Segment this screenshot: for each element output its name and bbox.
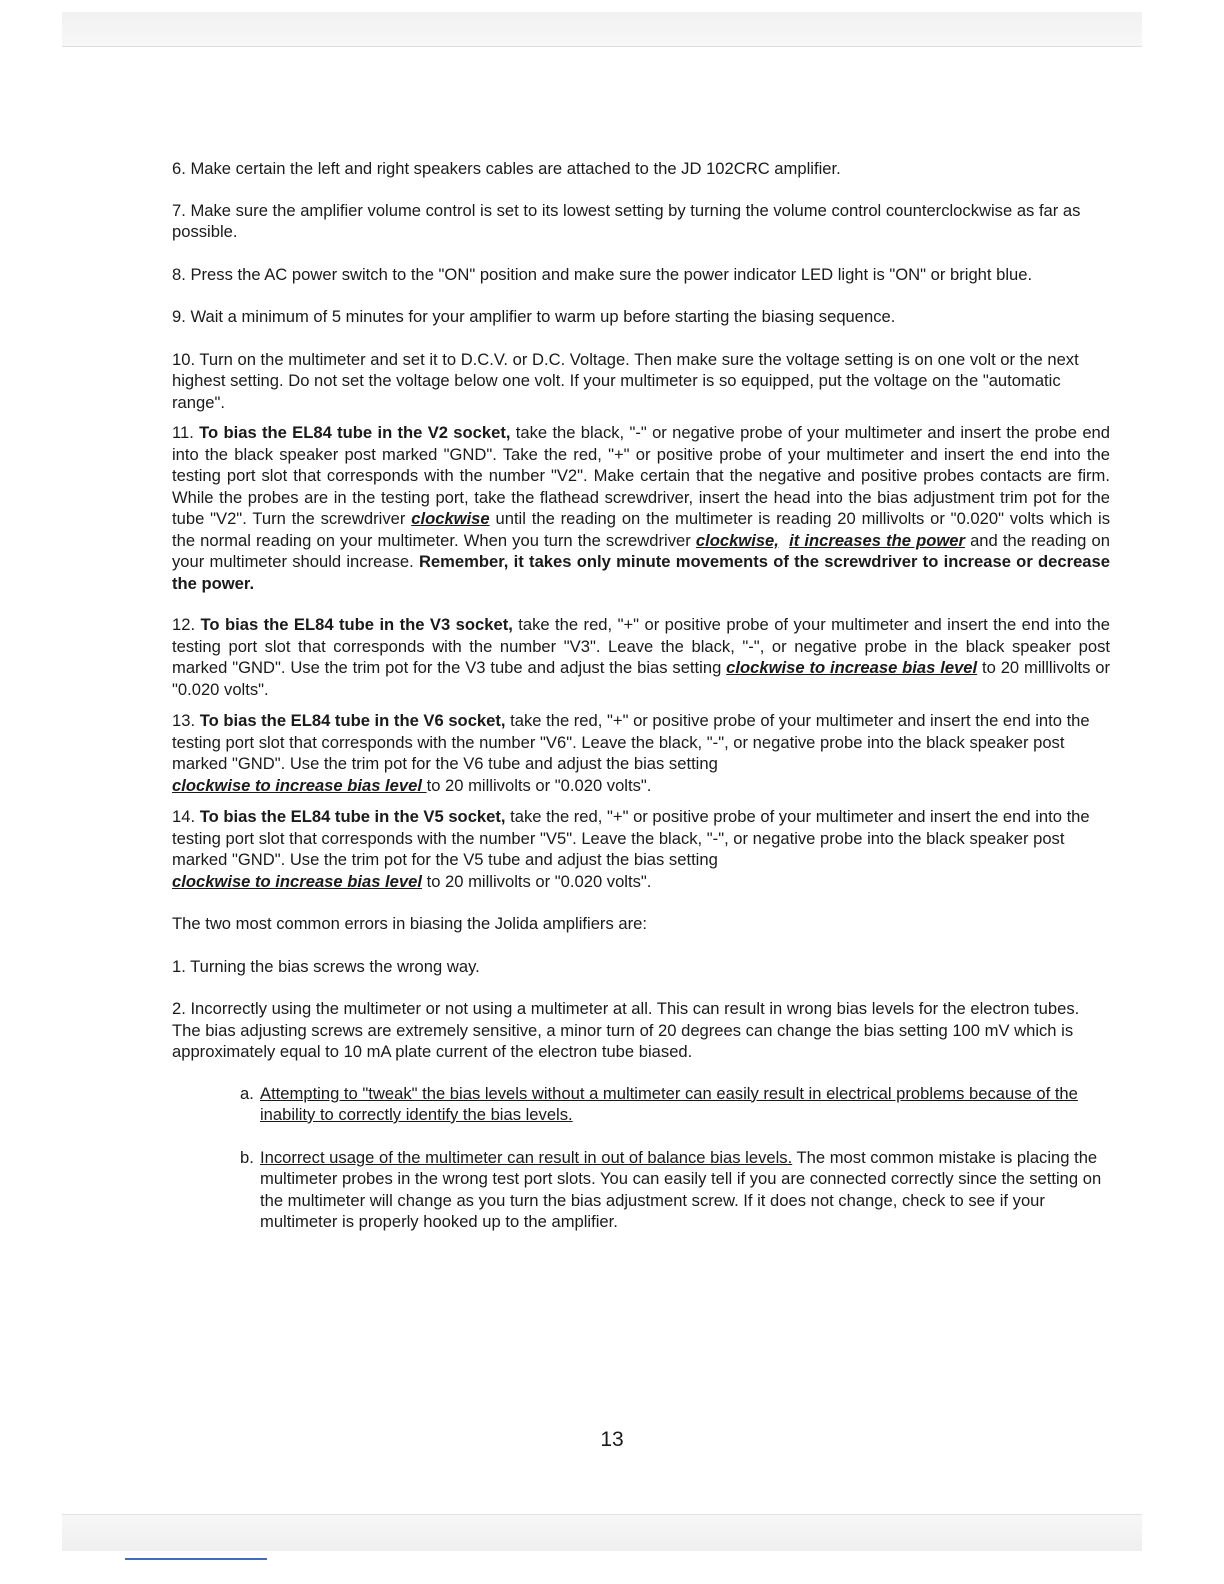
step-12 bbox=[172, 614, 1110, 700]
step-11-emphasis-clockwise: clockwise bbox=[411, 509, 490, 528]
step-7: 7. Make sure the amplifier volume control is set to its lowest setting by turning the volume control counterclockwise as far as possible. bbox=[172, 200, 1081, 241]
step-11-text-2: until the reading on the multimeter is reading 20 millivolts or "0.020" volts which is the normal reading on your multimeter. When you turn the screwdriver bbox=[172, 509, 1110, 550]
sub-item-b-text: The most common mistake is placing the multimeter probes in the wrong test port slots. You can easily tell if you are connected correctly since the setting on the multimeter will change as you turn the bias adjustment screw. If it does not change, check to see if your multimeter is properly hooked up to the amplifier. bbox=[260, 1147, 1102, 1231]
sub-item-a bbox=[172, 1083, 1110, 1126]
step-13 bbox=[172, 710, 1110, 796]
step-11-text-4: and the reading on your multimeter should increase. bbox=[172, 530, 1110, 571]
document-body bbox=[172, 158, 1110, 1233]
step-13-emphasis: clockwise to increase bias level bbox=[172, 775, 427, 795]
step-9: 9. Wait a minimum of 5 minutes for your amplifier to warm up before starting the biasing sequence. bbox=[172, 307, 896, 326]
page-number: 13 bbox=[600, 1428, 624, 1451]
step-12-emphasis: clockwise to increase bias level bbox=[726, 658, 978, 677]
step-14-text-2: to 20 millivolts or "0.020 volts". bbox=[421, 871, 652, 891]
sub-item-a-marker: a. bbox=[240, 1083, 254, 1103]
step-6: 6. Make certain the left and right speakers cables are attached to the JD 102CRC amplifier. bbox=[172, 159, 841, 178]
step-10: 10. Turn on the multimeter and set it to D.C.V. or D.C. Voltage. Then make sure the voltage setting is on one volt or the next highest setting. Do not set the voltage below one volt. If your multimeter is so equipped, put the voltage on the "automatic range". bbox=[172, 349, 1079, 412]
step-13-text-1: take the red, "+" or positive probe of your multimeter and insert the end into the testing port slot that corresponds with the number "V6". Leave the black, "-", or negative probe into the black speaker post marked "GND". Use the trim pot for the V6 tube and adjust the bias setting bbox=[172, 711, 1090, 773]
errors-intro: The two most common errors in biasing the Jolida amplifiers are: bbox=[172, 914, 647, 933]
sub-item-a-text: Attempting to "tweak" the bias levels without a multimeter can easily result in electrical problems because of the inability to correctly identify the bias levels. bbox=[260, 1083, 1078, 1124]
step-11-remember-note: Remember, it takes only minute movements of the screwdriver to increase or decrease the power. bbox=[172, 552, 1110, 593]
step-14-text-1: take the red, "+" or positive probe of your multimeter and insert the end into the testing port slot that corresponds with the number "V5". Leave the black, "-", or negative probe into the black speaker post marked "GND". Use the trim pot for the V5 tube and adjust the bias setting bbox=[172, 807, 1090, 869]
step-11-text-1: take the black, "-" or negative probe of your multimeter and insert the probe end into the black speaker post marked "GND". Take the red, "+" or positive probe of your multimeter and insert the end into the testing port slot that corresponds with the number "V2". Make certain that the negative and positive probes contacts are firm. While the probes are in the testing port, take the flathead screwdriver, insert the head into the bias adjustment trim pot for the tube "V2". Turn the screwdriver bbox=[172, 423, 1111, 528]
error-2: 2. Incorrectly using the multimeter or not using a multimeter at all. This can result in wrong bias levels for the electron tubes. The bias adjusting screws are extremely sensitive, a minor turn of 20 degrees can change the bias setting 100 mV which is approximately equal to 10 mA plate current of the electron tube biased. bbox=[172, 999, 1080, 1061]
step-14-lead: To bias the EL84 tube in the V5 socket, bbox=[199, 807, 506, 826]
step-11-emphasis-clockwise-2: clockwise, bbox=[695, 530, 779, 550]
step-12-text-2: to 20 milllivolts or "0.020 volts". bbox=[172, 658, 1111, 699]
step-12-text-1: take the red, "+" or positive probe of your multimeter and insert the end into the testing port slot that corresponds with the number "V3". Leave the black, "-", or negative probe in the black speaker post marked "GND". Use the trim pot for the V3 tube and adjust the bias setting bbox=[172, 615, 1110, 677]
scan-bottom-edge bbox=[62, 1514, 1142, 1551]
sub-item-b-marker: b. bbox=[240, 1147, 254, 1167]
step-11-lead: To bias the EL84 tube in the V2 socket, bbox=[199, 423, 511, 442]
step-12-number: 12. bbox=[172, 615, 201, 634]
step-11-emphasis-increases-power: it increases the power bbox=[789, 530, 965, 550]
step-12-lead: To bias the EL84 tube in the V3 socket, bbox=[200, 615, 513, 634]
step-13-number: 13. bbox=[172, 711, 200, 730]
step-13-text-2: to 20 millivolts or "0.020 volts". bbox=[426, 775, 652, 795]
step-14 bbox=[172, 806, 1110, 892]
error-1: 1. Turning the bias screws the wrong way. bbox=[172, 956, 480, 976]
scan-top-edge bbox=[62, 12, 1142, 47]
step-14-emphasis: clockwise to increase bias level bbox=[172, 871, 422, 891]
step-14-number: 14. bbox=[172, 807, 200, 826]
step-11-text-3 bbox=[779, 531, 789, 550]
sub-item-b bbox=[172, 1147, 1110, 1233]
sub-item-b-underlined: Incorrect usage of the multimeter can result in out of balance bias levels. bbox=[260, 1147, 793, 1167]
step-8: 8. Press the AC power switch to the "ON" position and make sure the power indicator LED light is "ON" or bright blue. bbox=[172, 264, 1033, 284]
step-13-lead: To bias the EL84 tube in the V6 socket, bbox=[199, 711, 506, 730]
step-11 bbox=[172, 422, 1110, 594]
scan-artifact-line bbox=[125, 1558, 267, 1560]
step-11-number: 11. bbox=[172, 423, 200, 442]
